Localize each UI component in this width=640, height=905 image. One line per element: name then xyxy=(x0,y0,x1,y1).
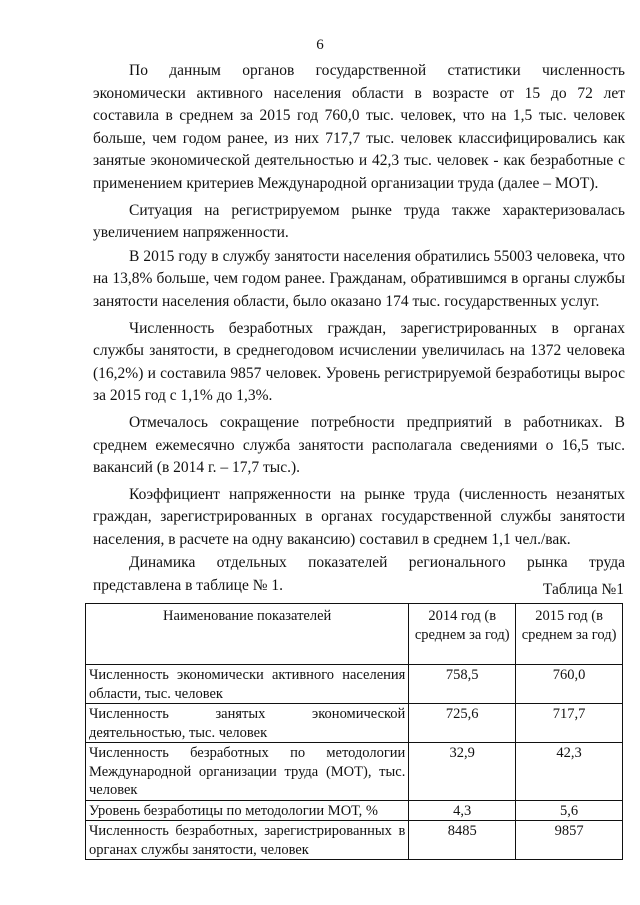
row-label: Уровень безработицы по методологии МОТ, % xyxy=(86,800,409,821)
document-body xyxy=(93,60,625,598)
header-2015: 2015 год (в среднем за год) xyxy=(516,604,623,665)
paragraph-market-situation: Ситуация на регистрируемом рынке труда также характеризовалась увеличением напряженности. xyxy=(93,201,625,242)
labor-market-table xyxy=(85,603,623,860)
table-caption: Таблица №1 xyxy=(542,581,624,598)
value-2014: 8485 xyxy=(409,821,516,860)
value-2015: 760,0 xyxy=(516,665,623,704)
value-2014: 32,9 xyxy=(409,743,516,801)
value-2014: 725,6 xyxy=(409,704,516,743)
table-row xyxy=(86,665,623,704)
table-row xyxy=(86,800,623,821)
table-header-row xyxy=(86,604,623,665)
value-2015: 5,6 xyxy=(516,800,623,821)
value-2014: 4,3 xyxy=(409,800,516,821)
paragraph-labor-force: По данным органов государственной статистики численность экономически активного населения области в возрасте от 15 до 72 лет составила в среднем за 2015 год 760,0 тыс. человек, что на 1,5 тыс. человек больше, чем годом ранее, из них 717,7 тыс. человек классифицировались как занятые экономической деятельностью и 42,3 тыс. человек - как безработные с применением критериев Международной организации труда (далее – МОТ). xyxy=(93,62,625,192)
paragraph-applications: В 2015 году в службу занятости населения обратились 55003 человека, что на 13,8% больше, чем годом ранее. Гражданам, обратившимся в органы службы занятости населения области, было оказано 174 тыс. государственных услуг. xyxy=(93,247,625,310)
table-row xyxy=(86,743,623,801)
paragraph-table-intro: Динамика отдельных показателей регионального рынка труда представлена в таблице № 1. xyxy=(93,554,625,595)
row-label: Численность занятых экономической деятельностью, тыс. человек xyxy=(86,704,409,743)
value-2014: 758,5 xyxy=(409,665,516,704)
header-2014: 2014 год (в среднем за год) xyxy=(409,604,516,665)
row-label: Численность безработных по методологии Международной организации труда (МОТ), тыс. человек xyxy=(86,743,409,801)
value-2015: 717,7 xyxy=(516,704,623,743)
paragraph-tension-coefficient: Коэффициент напряженности на рынке труда (численность незанятых граждан, зарегистрированных в органах государственной службы занятости населения, в расчете на одну вакансию) составил в среднем 1,1 чел./вак. xyxy=(93,485,625,548)
table-row xyxy=(86,821,623,860)
value-2015: 42,3 xyxy=(516,743,623,801)
value-2015: 9857 xyxy=(516,821,623,860)
row-label: Численность безработных, зарегистрированных в органах службы занятости, человек xyxy=(86,821,409,860)
row-label: Численность экономически активного населения области, тыс. человек xyxy=(86,665,409,704)
paragraph-registered-unemployed: Численность безработных граждан, зарегистрированных в органах службы занятости, в среднегодовом исчислении увеличилась на 1372 человека (16,2%) и составила 9857 человек. Уровень регистрируемой безработицы вырос за 2015 год с 1,1% до 1,3%. xyxy=(93,319,625,405)
table-row xyxy=(86,704,623,743)
header-indicator-name: Наименование показателей xyxy=(86,604,409,665)
paragraph-vacancies: Отмечалось сокращение потребности предприятий в работниках. В среднем ежемесячно служба занятости располагала сведениями о 16,5 тыс. вакансий (в 2014 г. – 17,7 тыс.). xyxy=(93,413,625,477)
page-number: 6 xyxy=(316,37,324,53)
